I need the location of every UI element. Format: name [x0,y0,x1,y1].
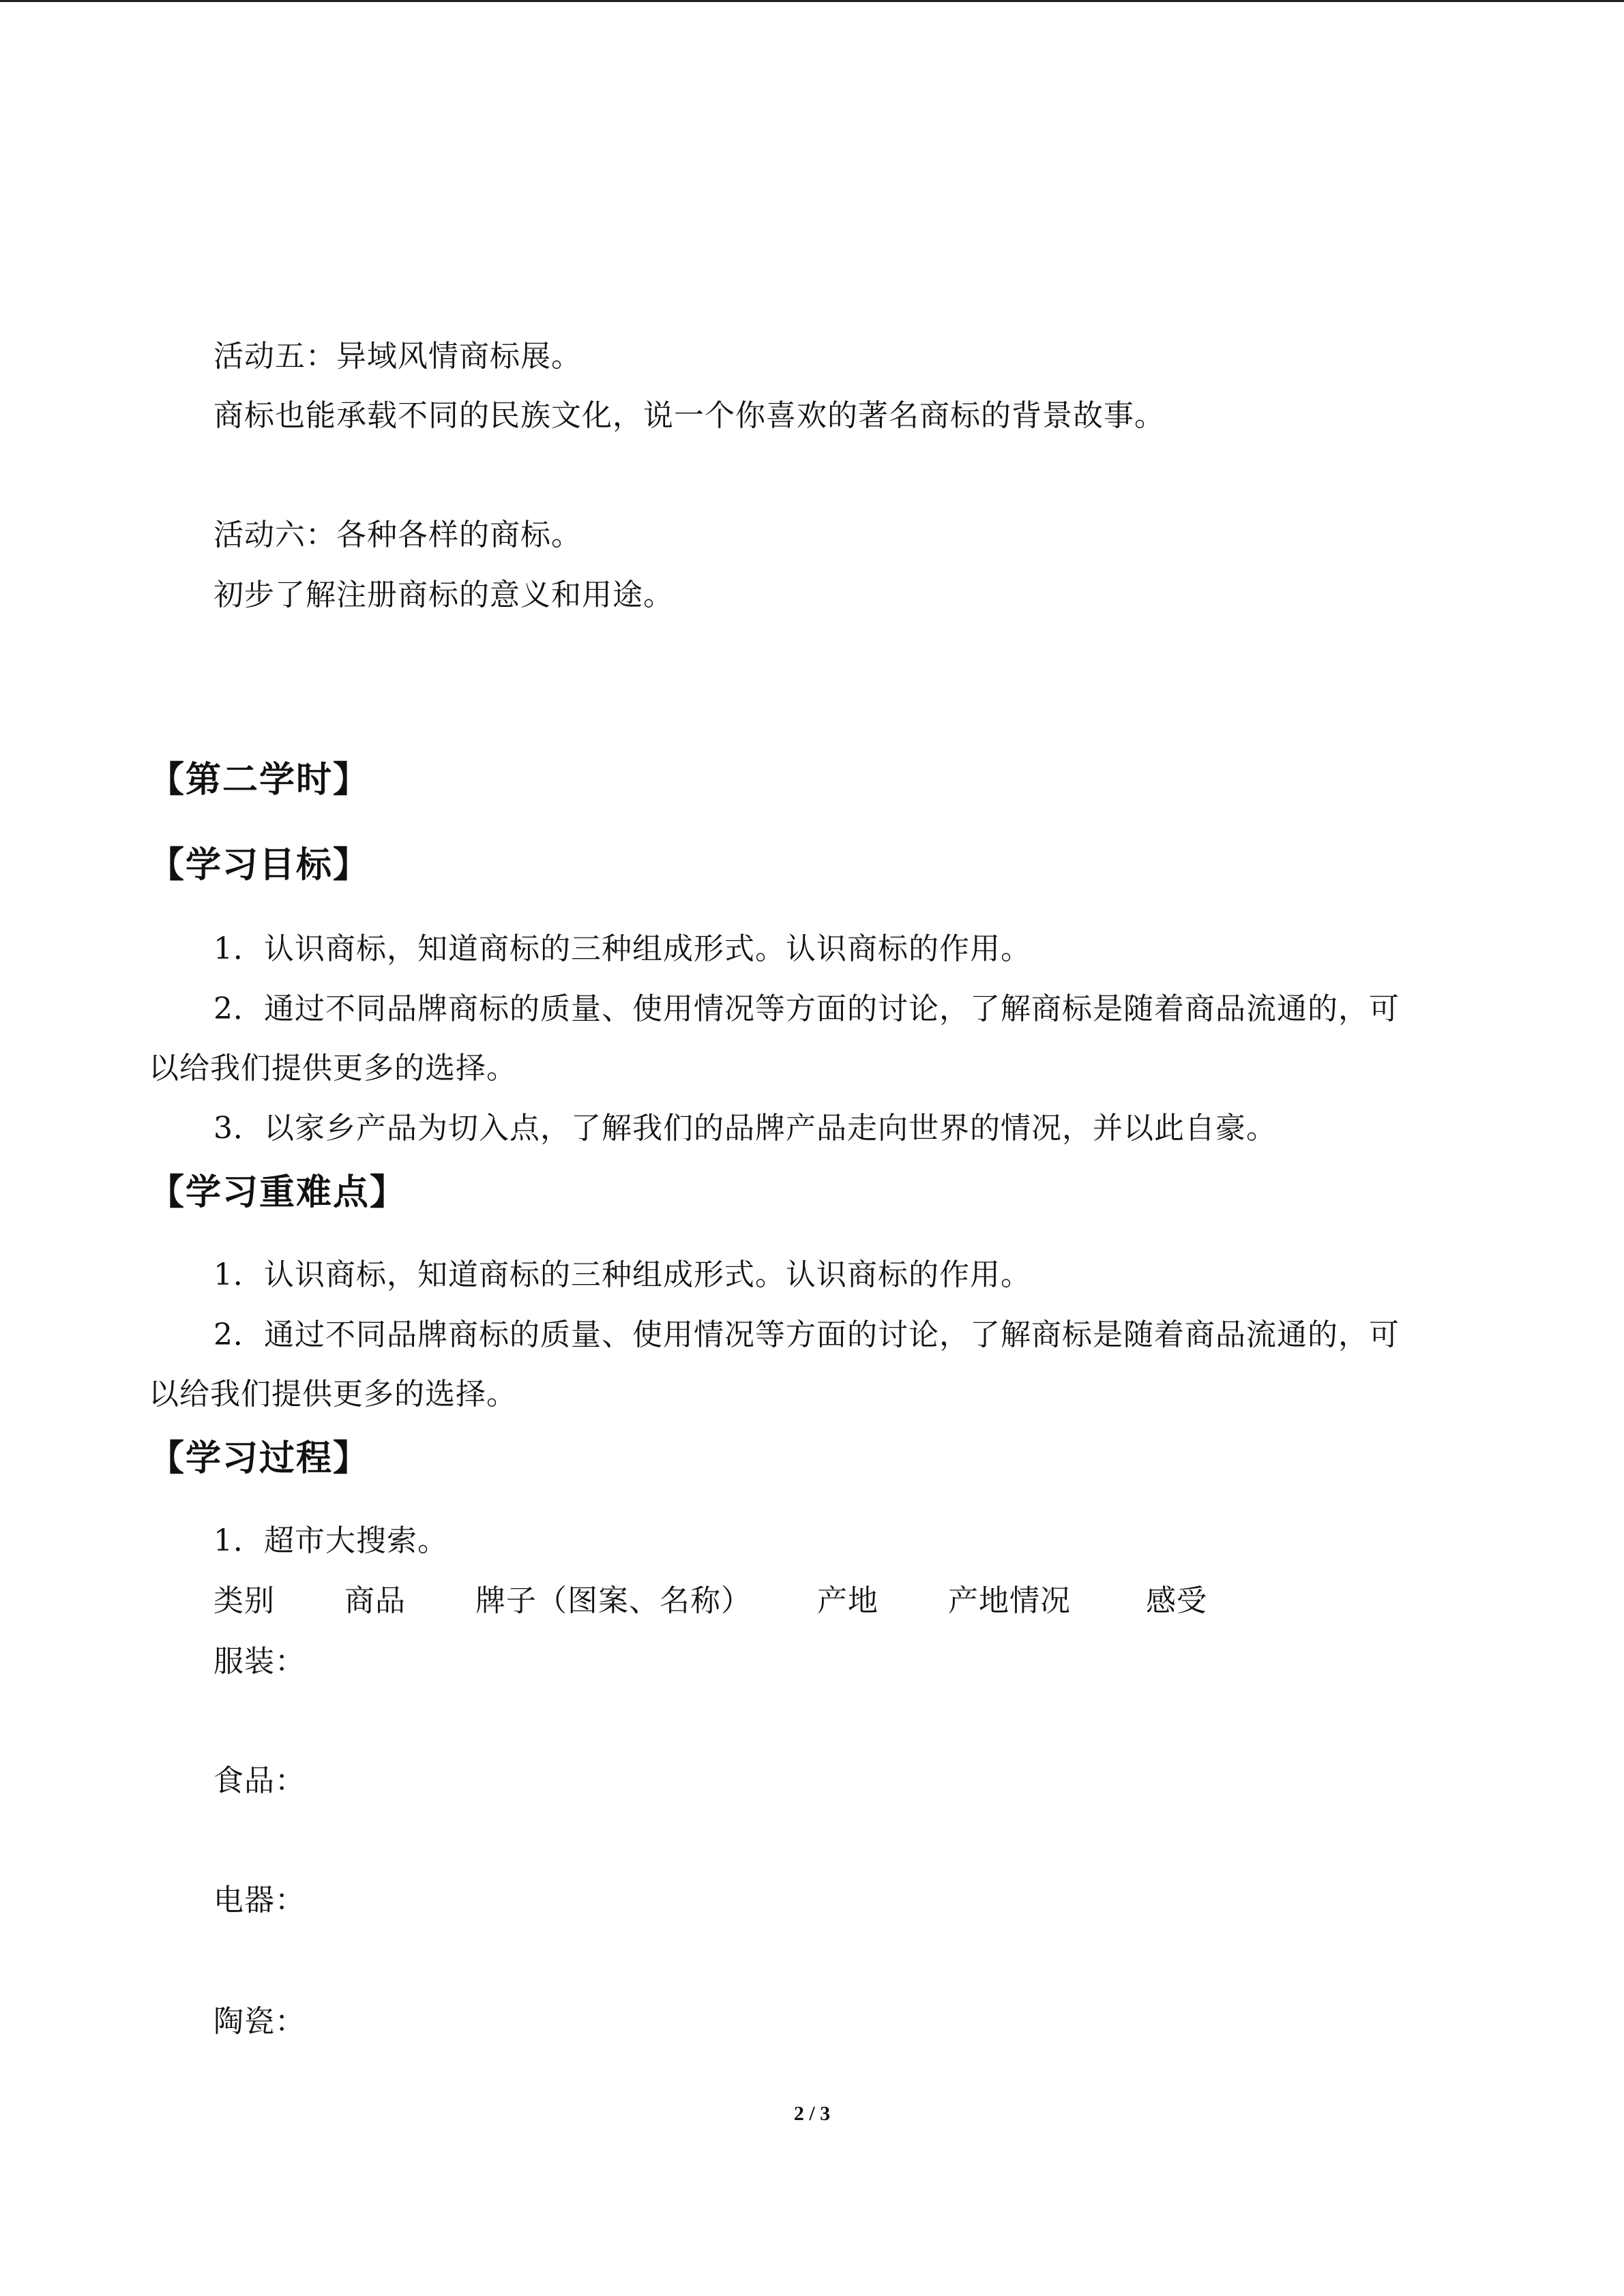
goals-item-2-line2: 以给我们提供更多的选择。 [149,1051,517,1086]
column-origin-info: 产地情况 [948,1583,1071,1618]
top-border-line [0,0,1624,2]
column-brand: 牌子（图案、名称） [475,1583,752,1618]
category-appliances: 电器： [213,1883,306,1918]
activity5-title: 活动五：异域风情商标展。 [213,339,582,374]
goals-item-1: 1．认识商标，知道商标的三种组成形式。认识商标的作用。 [213,931,1031,966]
page-number: 2 / 3 [793,2102,831,2125]
activity6-desc: 初步了解注册商标的意义和用途。 [213,578,674,612]
key-points-item-2-line1: 2．通过不同品牌商标的质量、使用情况等方面的讨论，了解商标是随着商品流通的，可 [213,1317,1400,1352]
category-food: 食品： [213,1763,306,1798]
goals-heading: 【学习目标】 [149,845,370,886]
activity5-desc: 商标也能承载不同的民族文化，说一个你喜欢的著名商标的背景故事。 [213,398,1165,433]
category-clothing: 服装： [213,1644,306,1679]
column-origin: 产地 [817,1583,879,1618]
category-ceramics: 陶瓷： [213,2004,306,2039]
key-points-item-2-line2: 以给我们提供更多的选择。 [149,1377,517,1412]
key-points-heading: 【学习重难点】 [149,1172,407,1213]
section-second-period: 【第二学时】 [149,760,370,801]
column-product: 商品 [344,1583,406,1618]
goals-item-2-line1: 2．通过不同品牌商标的质量、使用情况等方面的讨论，了解商标是随着商品流通的，可 [213,992,1400,1026]
activity6-title: 活动六：各种各样的商标。 [213,518,582,552]
process-heading: 【学习过程】 [149,1438,370,1479]
key-points-item-1: 1．认识商标，知道商标的三种组成形式。认识商标的作用。 [213,1257,1031,1292]
column-category: 类别 [213,1583,275,1618]
process-item-1: 1．超市大搜索。 [213,1523,448,1558]
column-feeling: 感受 [1146,1583,1207,1618]
goals-item-3: 3．以家乡产品为切入点，了解我们的品牌产品走向世界的情况，并以此自豪。 [213,1111,1277,1146]
